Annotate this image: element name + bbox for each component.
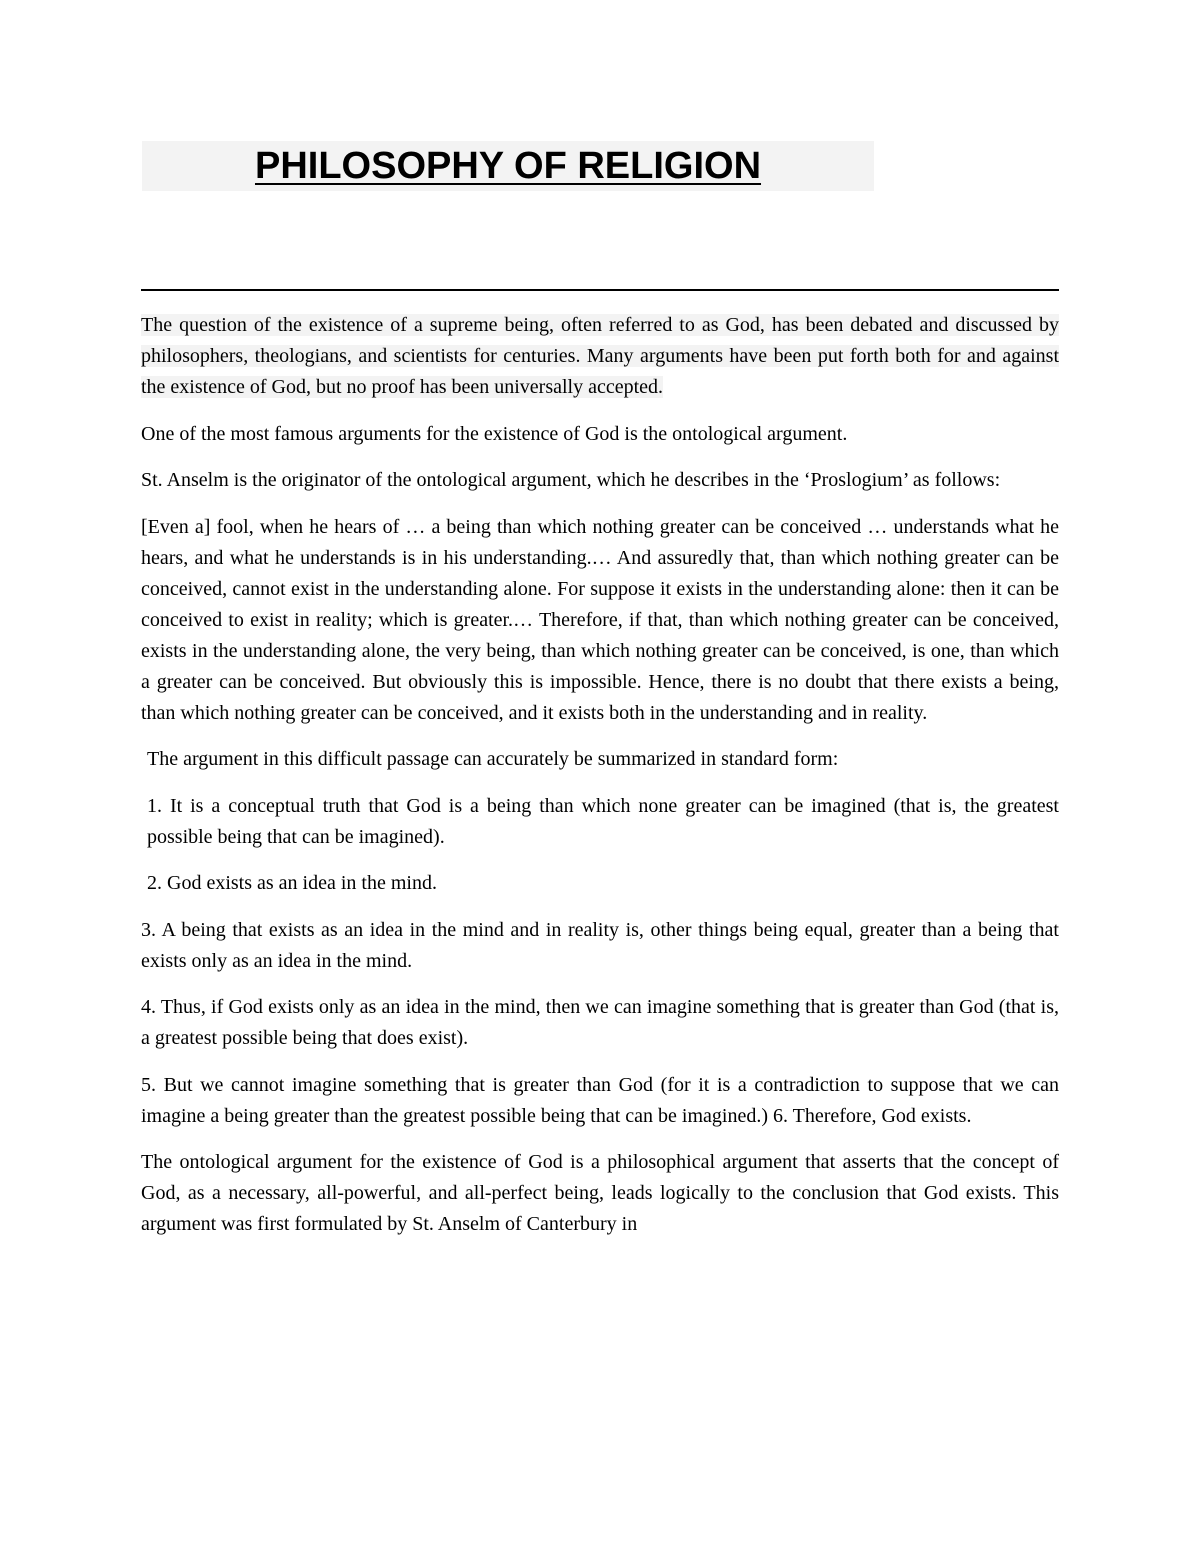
list-item-3: 3. A being that exists as an idea in the mind and in reality is, other things being equal, greater than a being that exists only as an idea in the mind. (141, 918, 1059, 972)
paragraph-summary-intro: The argument in this difficult passage can accurately be summarized in standard form: (147, 748, 839, 770)
paragraph-intro (141, 310, 1059, 403)
horizontal-rule (141, 289, 1059, 291)
paragraph-quote: [Even a] fool, when he hears of … a being than which nothing greater can be conceived … understands what he hears, and what he understands is in his understanding.… And assuredly that, than which nothing greater can be conceived, cannot exist in the understanding alone. For suppose it exists in the understanding alone: then it can be conceived to exist in reality; which is greater.… Therefore, if that, than which nothing greater can be conceived, exists in the understanding alone, the very being, than which nothing greater can be conceived, is one, than which a greater can be conceived. But obviously this is impossible. Hence, there is no doubt that there exists a being, than which nothing greater can be conceived, and it exists both in the understanding and in reality. (141, 515, 1059, 724)
paragraph-conclusion: The ontological argument for the existence of God is a philosophical argument that asserts that the concept of God, as a necessary, all-powerful, and all-perfect being, leads logically to the conclusion that God exists. This argument was first formulated by St. Anselm of Canterbury in (141, 1151, 1059, 1235)
page-title: PHILOSOPHY OF RELIGION (254, 145, 762, 187)
paragraph-ontological: One of the most famous arguments for the existence of God is the ontological argument. (141, 422, 848, 445)
list-item-4: 4. Thus, if God exists only as an idea in the mind, then we can imagine something that is greater than God (that is, a greatest possible being that does exist). (141, 996, 1059, 1049)
paragraph-intro-text: The question of the existence of a supreme being, often referred to as God, has been debated and discussed by philosophers, theologians, and scientists for centuries. Many arguments have been put forth both for and against the existence of God, but no proof has been universally accepted. (141, 314, 1059, 398)
paragraph-anselm: St. Anselm is the originator of the ontological argument, which he describes in the ‘Proslogium’ as follows: (141, 469, 1001, 491)
list-item-1: 1. It is a conceptual truth that God is a being than which none greater can be imagined (that is, the greatest possible being that can be imagined). (147, 794, 1059, 848)
document-body (141, 310, 1059, 1256)
list-item-2: 2. God exists as an idea in the mind. (147, 872, 437, 894)
list-item-5-6: 5. But we cannot imagine something that is greater than God (for it is a contradiction to suppose that we can imagine a being greater than the greatest possible being that can be imagined.) 6. Therefore, God exists. (141, 1073, 1059, 1127)
